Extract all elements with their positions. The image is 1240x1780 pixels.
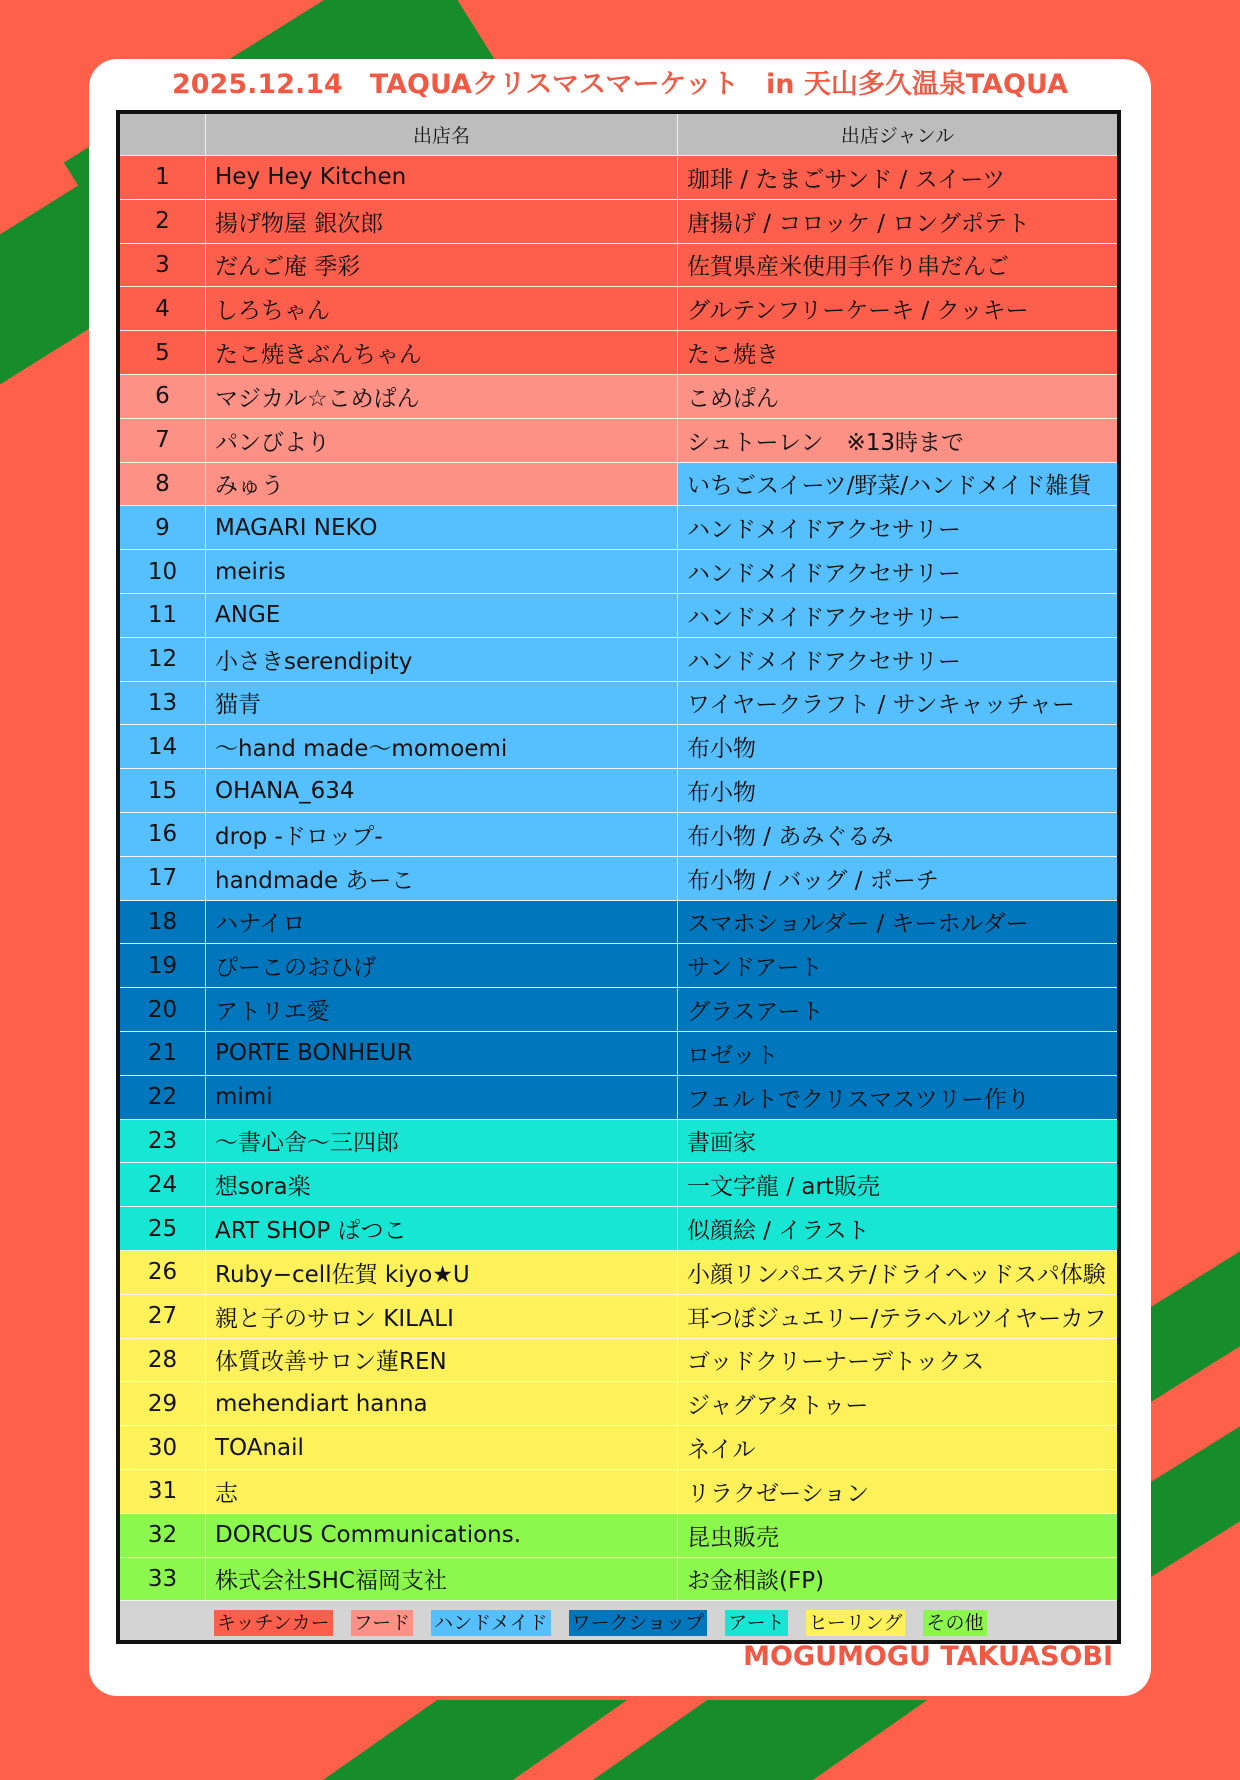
shop-genre: いちごスイーツ/野菜/ハンドメイド雑貨 [678,463,1117,506]
table-row [120,813,1117,857]
legend-item-art: アート [725,1610,787,1636]
row-number: 20 [120,988,206,1031]
table-row [120,638,1117,682]
table-row [120,506,1117,550]
shop-name: アトリエ愛 [206,988,678,1031]
shop-genre: ゴッドクリーナーデトックス [678,1339,1117,1382]
row-number: 16 [120,813,206,856]
shop-genre: 一文字龍 / art販売 [678,1163,1117,1206]
legend-item-handmade: ハンドメイド [431,1610,550,1636]
shop-genre: 昆虫販売 [678,1514,1117,1557]
row-number: 22 [120,1076,206,1119]
shop-name: 〜書心舎〜三四郎 [206,1120,678,1163]
row-number: 15 [120,769,206,812]
table-row [120,1470,1117,1514]
shop-name: drop -ドロップ- [206,813,678,856]
flyer-card [89,59,1151,1696]
legend-item-other: その他 [923,1610,986,1636]
shop-genre: グラスアート [678,988,1117,1031]
row-number: 12 [120,638,206,681]
row-number: 13 [120,682,206,725]
shop-genre: 書画家 [678,1120,1117,1163]
legend-item-food: フード [351,1610,413,1636]
shop-name: ANGE [206,594,678,637]
shop-name: 猫青 [206,682,678,725]
shop-name: 親と子のサロン KILALI [206,1295,678,1338]
header-genre: 出店ジャンル [840,125,955,147]
row-number: 30 [120,1426,206,1469]
table-row [120,769,1117,813]
shop-genre: ハンドメイドアクセサリー [678,638,1117,681]
table-row [120,944,1117,988]
row-number: 1 [120,156,206,199]
row-number: 5 [120,331,206,374]
shop-genre: こめぱん [678,375,1117,418]
shop-genre: 珈琲 / たまごサンド / スイーツ [678,156,1117,199]
shop-name: handmade あーこ [206,857,678,900]
shop-name: 想sora楽 [206,1163,678,1206]
table-row [120,1251,1117,1295]
table-row [120,1558,1117,1602]
shop-genre: フェルトでクリスマスツリー作り [678,1076,1117,1119]
row-number: 18 [120,901,206,944]
shop-name: MAGARI NEKO [206,506,678,549]
table-row [120,419,1117,463]
table-row [120,1163,1117,1207]
shop-name: だんご庵 季彩 [206,244,678,287]
vendor-table [116,110,1121,1644]
page-title: 2025.12.14 TAQUAクリスマスマーケット in 天山多久温泉TAQUA [171,69,1069,100]
shop-genre: スマホショルダー / キーホルダー [678,901,1117,944]
row-number: 21 [120,1032,206,1075]
shop-name: Hey Hey Kitchen [206,156,678,199]
shop-genre: 耳つぼジュエリー/テラヘルツイヤーカフ [678,1295,1117,1338]
shop-name: ART SHOP ぱつこ [206,1207,678,1250]
row-number: 9 [120,506,206,549]
table-row [120,1207,1117,1251]
shop-name: 体質改善サロン蓮REN [206,1339,678,1382]
shop-genre: シュトーレン ※13時まで [678,419,1117,462]
row-number: 8 [120,463,206,506]
shop-genre: たこ焼き [678,331,1117,374]
shop-genre: 布小物 [678,725,1117,768]
shop-name: 〜hand made〜momoemi [206,725,678,768]
shop-genre: ジャグアタトゥー [678,1382,1117,1425]
table-body [120,156,1117,1601]
row-number: 27 [120,1295,206,1338]
legend-item-kitchen-car: キッチンカー [214,1610,333,1636]
row-number: 14 [120,725,206,768]
header-number [120,114,206,155]
shop-name: PORTE BONHEUR [206,1032,678,1075]
shop-name: Ruby−cell佐賀 kiyo★U [206,1251,678,1294]
shop-genre: グルテンフリーケーキ / クッキー [678,287,1117,330]
shop-name: OHANA_634 [206,769,678,812]
footer-brand: MOGUMOGU TAKUASOBI [743,1641,1113,1672]
shop-name: 揚げ物屋 銀次郎 [206,200,678,243]
table-row [120,463,1117,507]
legend-item-healing: ヒーリング [806,1610,906,1636]
shop-name: マジカル☆こめぱん [206,375,678,418]
table-row [120,1120,1117,1164]
row-number: 3 [120,244,206,287]
table-row [120,1339,1117,1383]
shop-name: meiris [206,550,678,593]
legend-item-workshop: ワークショップ [569,1610,708,1636]
shop-name: ハナイロ [206,901,678,944]
shop-genre: 布小物 / バッグ / ポーチ [678,857,1117,900]
row-number: 6 [120,375,206,418]
shop-name: TOAnail [206,1426,678,1469]
row-number: 19 [120,944,206,987]
table-row [120,594,1117,638]
table-row [120,725,1117,769]
table-row [120,901,1117,945]
shop-genre: サンドアート [678,944,1117,987]
table-row [120,200,1117,244]
row-number: 24 [120,1163,206,1206]
header-shop-name: 出店名 [206,114,678,155]
table-row [120,988,1117,1032]
table-row [120,1076,1117,1120]
table-row [120,857,1117,901]
row-number: 31 [120,1470,206,1513]
shop-genre: ワイヤークラフト / サンキャッチャー [678,682,1117,725]
stripe-bottom-1 [323,1700,627,1780]
table-row [120,550,1117,594]
shop-genre: 似顔絵 / イラスト [678,1207,1117,1250]
shop-name: しろちゃん [206,287,678,330]
row-number: 17 [120,857,206,900]
shop-genre: 布小物 [678,769,1117,812]
table-row [120,1426,1117,1470]
shop-name: 株式会社SHC福岡支社 [206,1558,678,1601]
table-row [120,1032,1117,1076]
stripe-right-1 [1150,1233,1240,1403]
row-number: 10 [120,550,206,593]
shop-name: 志 [206,1470,678,1513]
shop-name: mehendiart hanna [206,1382,678,1425]
row-number: 29 [120,1382,206,1425]
row-number: 2 [120,200,206,243]
category-legend [120,1601,1117,1644]
shop-name: DORCUS Communications. [206,1514,678,1557]
shop-name: みゅう [206,463,678,506]
row-number: 33 [120,1558,206,1601]
shop-genre: 唐揚げ / コロッケ / ロングポテト [678,200,1117,243]
shop-name: パンびより [206,419,678,462]
shop-genre: 布小物 / あみぐるみ [678,813,1117,856]
row-number: 25 [120,1207,206,1250]
row-number: 4 [120,287,206,330]
shop-genre: ネイル [678,1426,1117,1469]
shop-genre: 小顔リンパエステ/ドライヘッドスパ体験 [678,1251,1117,1294]
row-number: 11 [120,594,206,637]
row-number: 7 [120,419,206,462]
table-row [120,331,1117,375]
shop-genre: ロゼット [678,1032,1117,1075]
table-row [120,287,1117,331]
shop-genre: ハンドメイドアクセサリー [678,594,1117,637]
table-row [120,682,1117,726]
stripe-bottom-2 [593,1700,927,1780]
row-number: 23 [120,1120,206,1163]
table-row [120,375,1117,419]
table-row [120,156,1117,200]
table-header-row [120,114,1117,156]
shop-genre: ハンドメイドアクセサリー [678,506,1117,549]
shop-name: 小さきserendipity [206,638,678,681]
stripe-right-2 [1150,1408,1240,1578]
table-row [120,1295,1117,1339]
row-number: 26 [120,1251,206,1294]
shop-genre: 佐賀県産米使用手作り串だんご [678,244,1117,287]
shop-name: mimi [206,1076,678,1119]
table-row [120,1382,1117,1426]
shop-genre: リラクゼーション [678,1470,1117,1513]
table-row [120,1514,1117,1558]
row-number: 32 [120,1514,206,1557]
row-number: 28 [120,1339,206,1382]
shop-name: たこ焼きぶんちゃん [206,331,678,374]
table-row [120,244,1117,288]
shop-genre: ハンドメイドアクセサリー [678,550,1117,593]
shop-genre: お金相談(FP) [678,1558,1117,1601]
shop-name: ぴーこのおひげ [206,944,678,987]
